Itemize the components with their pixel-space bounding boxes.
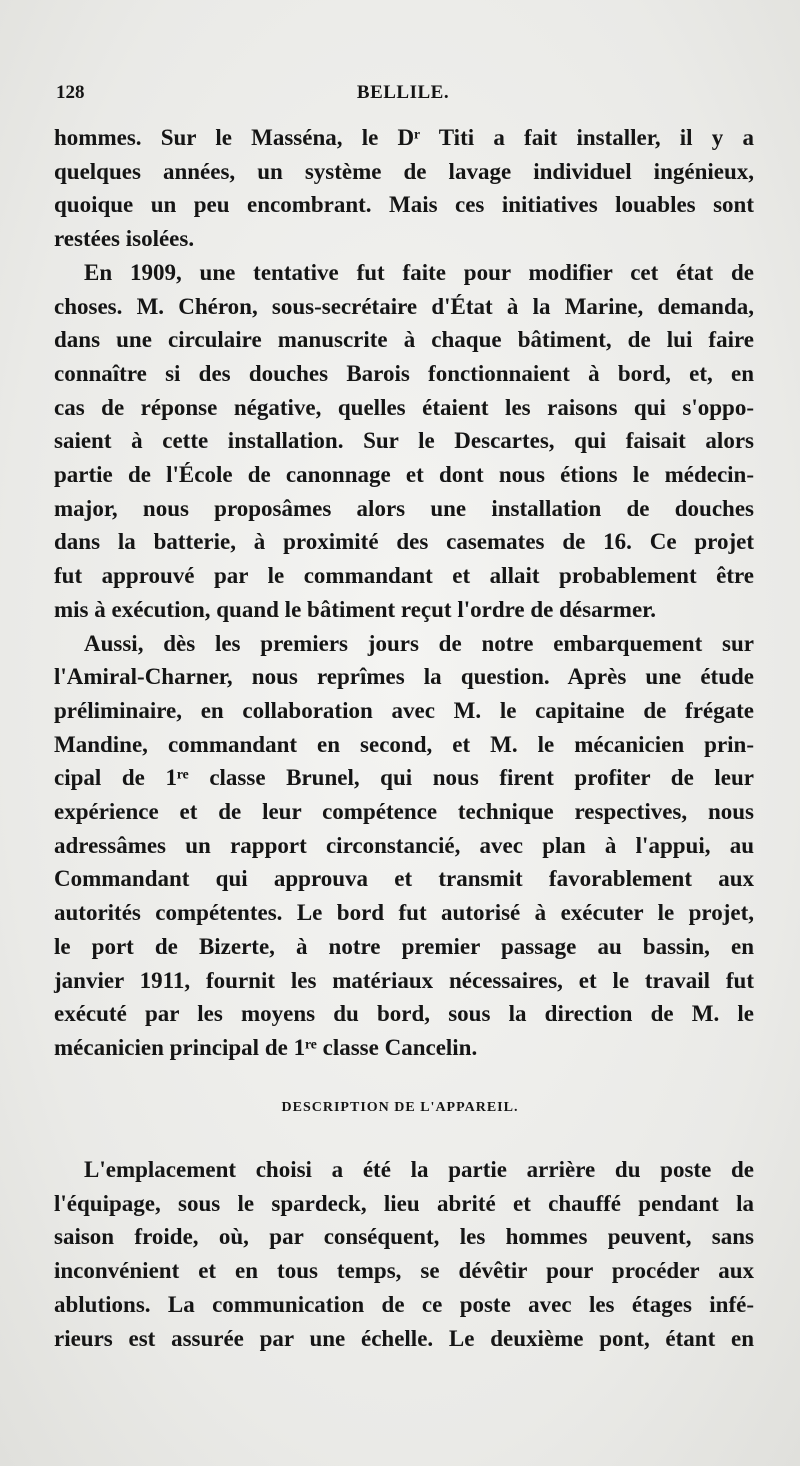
text-line: cas de réponse négative, quelles étaient les raisons qui s'oppo- (54, 394, 754, 420)
body-text-upper (54, 121, 754, 1065)
running-title: BELLILE. (356, 82, 450, 103)
text-line: hommes. Sur le Masséna, le Dʳ Titi a fait installer, il y a (54, 125, 754, 150)
text-line: ablutions. La communication de ce poste avec les étages infé- (54, 1291, 754, 1317)
text-line: quoique un peu encombrant. Mais ces initiatives louables sont (54, 192, 754, 218)
text-line: restées isolées. (54, 226, 195, 252)
text-line: saient à cette installation. Sur le Descartes, qui faisait alors (54, 428, 754, 454)
body-text-lower (54, 1153, 754, 1355)
text-line: mécanicien principal de 1ʳᵉ classe Cancelin. (54, 1034, 478, 1060)
text-line: connaître si des douches Barois fonctionnaient à bord, et, en (54, 360, 754, 386)
text-line: Commandant qui approuva et transmit favorablement aux (54, 866, 754, 892)
text-line: adressâmes un rapport circonstancié, avec plan à l'appui, au (54, 832, 754, 858)
section-heading: DESCRIPTION DE L'APPAREIL. (281, 1100, 519, 1115)
text-line: Aussi, dès les premiers jours de notre embarquement sur (84, 630, 754, 656)
text-line: l'équipage, sous le spardeck, lieu abrité et chauffé pendant la (54, 1190, 754, 1216)
text-line: inconvénient et en tous temps, se dévêtir pour procéder aux (54, 1258, 754, 1284)
running-head (56, 82, 750, 112)
text-line: dans une circulaire manuscrite à chaque bâtiment, de lui faire (54, 327, 754, 353)
text-line: expérience et de leur compétence technique respectives, nous (54, 799, 754, 825)
text-line: rieurs est assurée par une échelle. Le deuxième pont, étant en (54, 1325, 754, 1351)
text-line: exécuté par les moyens du bord, sous la direction de M. le (54, 1001, 754, 1027)
text-line: dans la batterie, à proximité des casemates de 16. Ce projet (54, 529, 754, 555)
text-line: choses. M. Chéron, sous-secrétaire d'État à la Marine, demanda, (54, 293, 754, 319)
text-line: fut approuvé par le commandant et allait probablement être (54, 563, 754, 589)
text-line: le port de Bizerte, à notre premier passage au bassin, en (54, 933, 754, 959)
text-line: major, nous proposâmes alors une installation de douches (54, 495, 754, 521)
text-line: l'Amiral-Charner, nous reprîmes la question. Après une étude (54, 664, 754, 690)
text-line: quelques années, un système de lavage individuel ingénieux, (54, 158, 754, 184)
text-line: Mandine, commandant en second, et M. le mécanicien prin- (54, 731, 754, 757)
text-line: autorités compétentes. Le bord fut autorisé à exécuter le projet, (54, 900, 754, 926)
page-number: 128 (56, 82, 85, 103)
text-line: En 1909, une tentative fut faite pour modifier cet état de (84, 259, 754, 285)
text-line: janvier 1911, fournit les matériaux nécessaires, et le travail fut (54, 967, 754, 993)
text-line: partie de l'École de canonnage et dont nous étions le médecin- (54, 462, 754, 488)
text-line: cipal de 1ʳᵉ classe Brunel, qui nous firent profiter de leur (54, 765, 754, 791)
text-line: L'emplacement choisi a été la partie arrière du poste de (84, 1157, 754, 1182)
text-line: saison froide, où, par conséquent, les hommes peuvent, sans (54, 1224, 754, 1250)
text-line: mis à exécution, quand le bâtiment reçut l'ordre de désarmer. (54, 596, 656, 622)
text-line: préliminaire, en collaboration avec M. le capitaine de frégate (54, 697, 754, 723)
